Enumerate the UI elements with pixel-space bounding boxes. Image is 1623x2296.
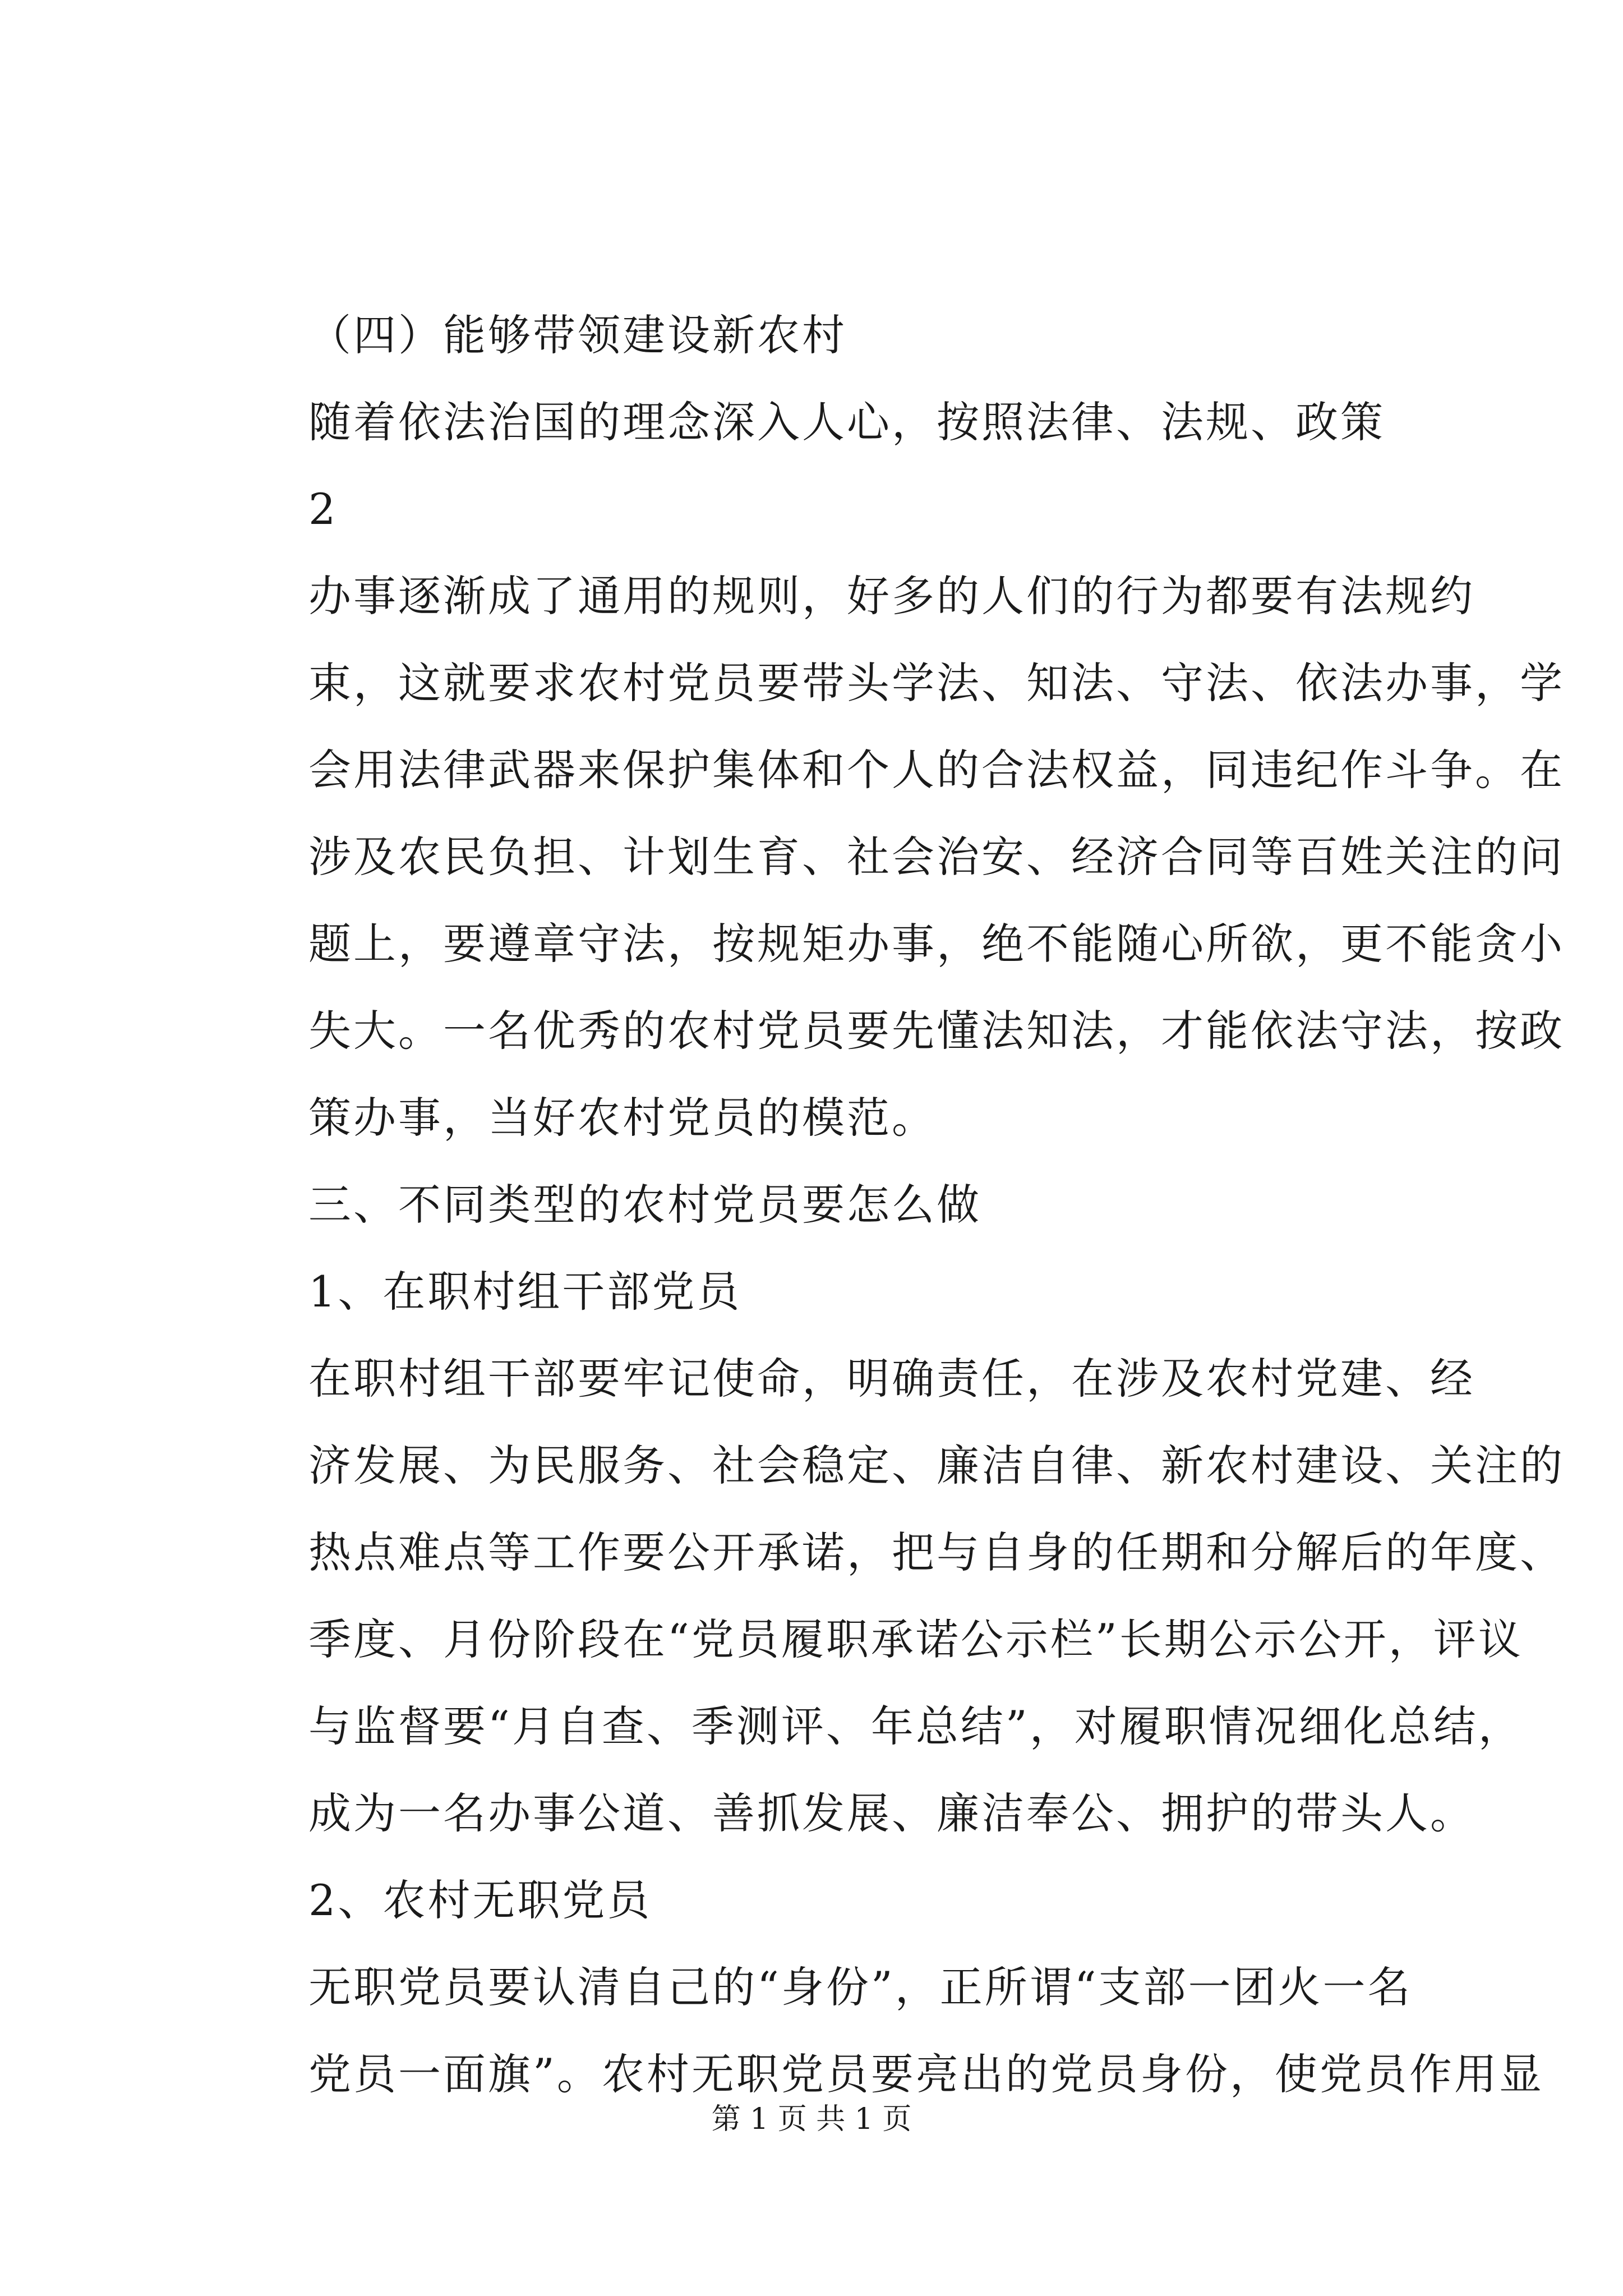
subsection-heading: 2、农村无职党员 bbox=[308, 1875, 652, 1925]
paragraph-line: 热点难点等工作要公开承诺，把与自身的任期和分解后的年度、 bbox=[308, 1527, 1565, 1577]
paragraph-line: 党员一面旗”。农村无职党员要亮出的党员身份，使党员作用显 bbox=[308, 2049, 1544, 2099]
paragraph-line: 与监督要“月自查、季测评、年总结”，对履职情况细化总结， bbox=[308, 1701, 1523, 1751]
section-heading: 三、不同类型的农村党员要怎么做 bbox=[308, 1180, 981, 1230]
paragraph-line: 无职党员要认清自己的“身份”，正所谓“支部一团火一名 bbox=[308, 1962, 1413, 2012]
paragraph-line: 会用法律武器来保护集体和个人的合法权益，同违纪作斗争。在 bbox=[308, 745, 1565, 795]
paragraph-line: 失大。一名优秀的农村党员要先懂法知法，才能依法守法，按政 bbox=[308, 1006, 1565, 1056]
page-footer: 第 1 页 共 1 页 bbox=[711, 2102, 912, 2136]
paragraph-line: 策办事，当好农村党员的模范。 bbox=[308, 1093, 937, 1143]
paragraph-line: 成为一名办事公道、善抓发展、廉洁奉公、拥护的带头人。 bbox=[308, 1788, 1475, 1838]
paragraph-line: 在职村组干部要牢记使命，明确责任，在涉及农村党建、经 bbox=[308, 1354, 1475, 1404]
paragraph-line: 济发展、为民服务、社会稳定、廉洁自律、新农村建设、关注的 bbox=[308, 1441, 1565, 1490]
paragraph-line: 季度、月份阶段在“党员履职承诺公示栏”长期公示公开，评议 bbox=[308, 1614, 1523, 1664]
paragraph-line: 随着依法治国的理念深入人心，按照法律、法规、政策 bbox=[308, 397, 1385, 447]
subsection-heading: 1、在职村组干部党员 bbox=[308, 1267, 742, 1317]
paragraph-line: 涉及农民负担、计划生育、社会治安、经济合同等百姓关注的问 bbox=[308, 832, 1565, 882]
page-number-inline: 2 bbox=[308, 484, 338, 534]
section-heading: （四）能够带领建设新农村 bbox=[308, 310, 847, 360]
paragraph-line: 办事逐渐成了通用的规则，好多的人们的行为都要有法规约 bbox=[308, 571, 1475, 621]
paragraph-line: 束，这就要求农村党员要带头学法、知法、守法、依法办事，学 bbox=[308, 658, 1565, 708]
paragraph-line: 题上，要遵章守法，按规矩办事，绝不能随心所欲，更不能贪小 bbox=[308, 919, 1565, 969]
